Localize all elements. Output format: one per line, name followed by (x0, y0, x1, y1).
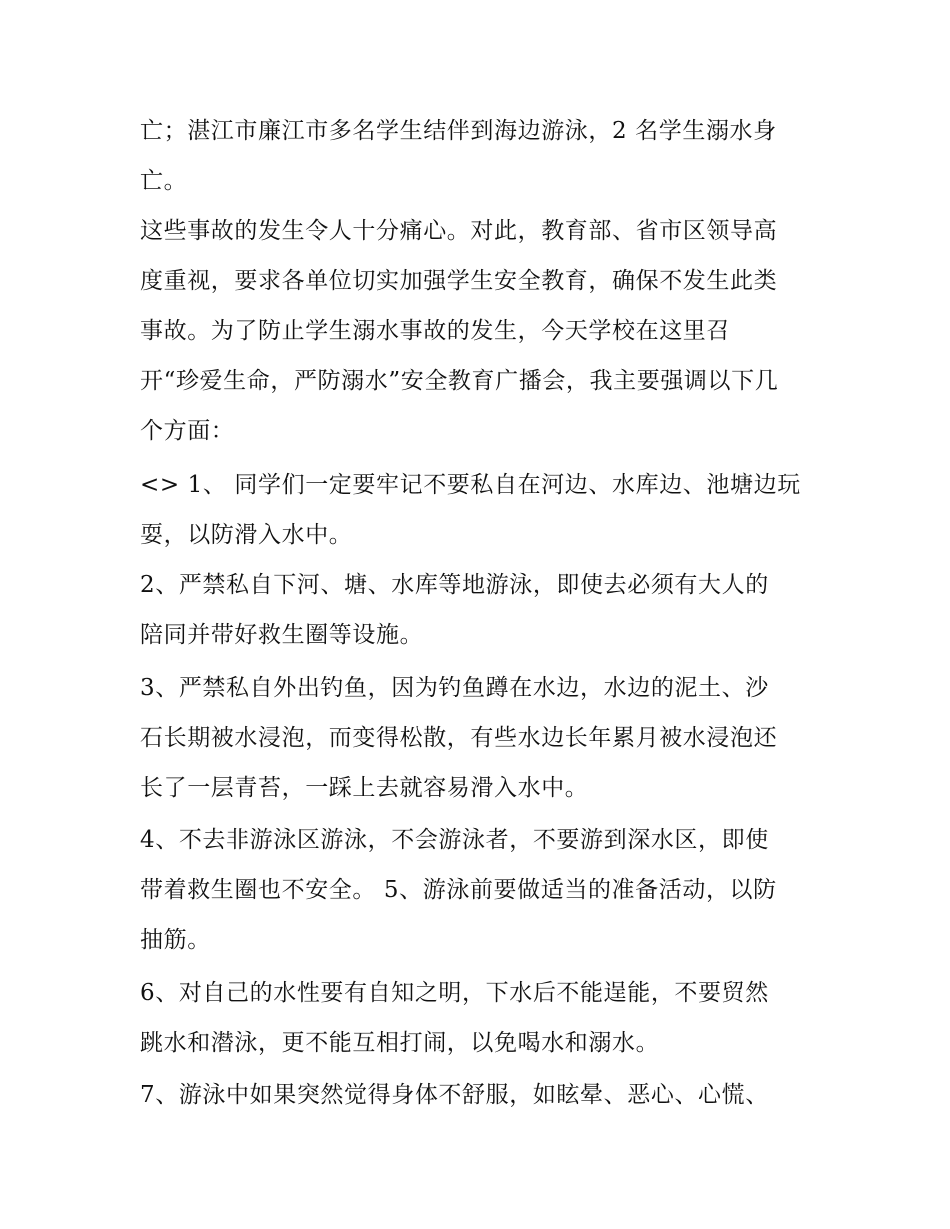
text-line: 抽筋。 (140, 927, 211, 953)
text-line: 耍，以防滑入水中。 (140, 522, 353, 548)
text-line: 事故。为了防止学生溺水事故的发生，今天学校在这里召 (140, 318, 730, 344)
text-line: 度重视，要求各单位切实加强学生安全教育，确保不发生此类 (140, 268, 778, 294)
text-line: 跳水和潜泳，更不能互相打闹，以免喝水和溺水。 (140, 1030, 660, 1056)
text-line: 开“珍爱生命，严防溺水”安全教育广播会，我主要强调以下几 (140, 368, 779, 394)
text-line: 亡；湛江市廉江市多名学生结伴到海边游泳，2 名学生溺水身 (140, 118, 777, 144)
text-line: 带着救生圈也不安全。 5、游泳前要做适当的准备活动，以防 (140, 877, 777, 903)
text-line: 6、对自己的水性要有自知之明，下水后不能逞能，不要贸然 (140, 980, 769, 1006)
text-line: 石长期被水浸泡，而变得松散，有些水边长年累月被水浸泡还 (140, 725, 778, 751)
text-line: 2、严禁私自下河、塘、水库等地游泳，即使去必须有大人的 (140, 572, 769, 598)
text-line: 陪同并带好救生圈等设施。 (140, 622, 424, 648)
text-line: 个方面： (140, 418, 235, 444)
text-line: 4、不去非游泳区游泳，不会游泳者，不要游到深水区，即使 (140, 827, 769, 853)
text-line: 亡。 (140, 168, 188, 194)
text-line: <> 1、 同学们一定要牢记不要私自在河边、水库边、池塘边玩 (140, 472, 801, 498)
text-line: 7、游泳中如果突然觉得身体不舒服，如眩晕、恶心、心慌、 (140, 1082, 769, 1108)
text-line: 这些事故的发生令人十分痛心。对此，教育部、省市区领导高 (140, 218, 778, 244)
text-line: 长了一层青苔，一踩上去就容易滑入水中。 (140, 775, 589, 801)
text-line: 3、严禁私自外出钓鱼，因为钓鱼蹲在水边，水边的泥土、沙 (140, 675, 769, 701)
